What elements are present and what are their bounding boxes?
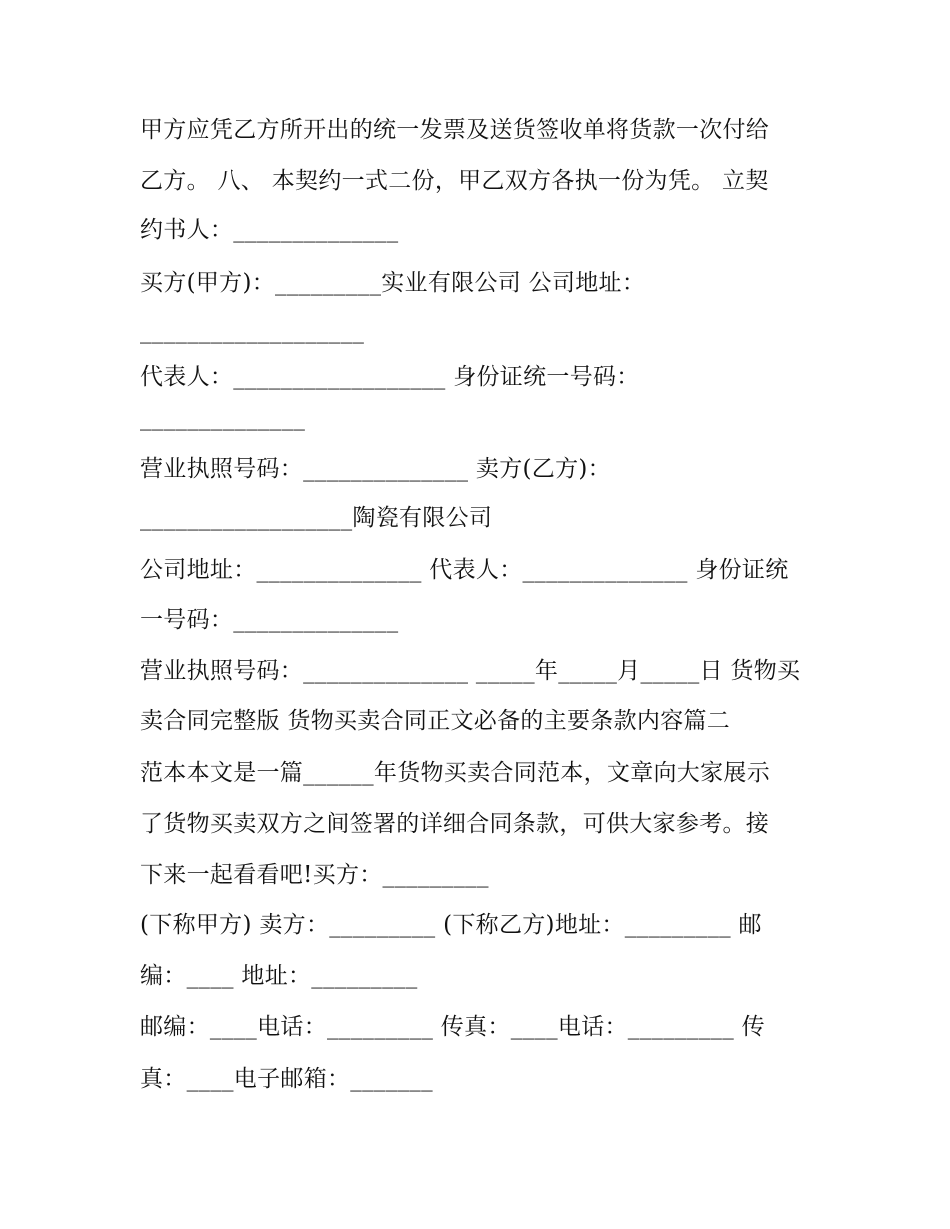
text-line: 代表人：__________________ 身份证统一号码： — [140, 364, 640, 390]
text-line: 约书人：______________ — [140, 217, 399, 243]
text-line: 了货物买卖双方之间签署的详细合同条款，可供大家参考。接 — [140, 811, 770, 837]
text-line: __________________陶瓷有限公司 — [140, 505, 493, 531]
text-line: 编：____ 地址：_________ — [140, 963, 418, 989]
text-line: 邮编：____电话：_________ 传真：____电话：_________ 传 — [140, 1014, 765, 1040]
text-line: 一号码：______________ — [140, 607, 399, 633]
text-line: 买方(甲方)：_________实业有限公司 公司地址： — [140, 270, 646, 296]
text-line: 范本本文是一篇______年货物买卖合同范本，文章向大家展示 — [140, 760, 770, 786]
text-line: 甲方应凭乙方所开出的统一发票及送货签收单将货款一次付给 — [140, 117, 770, 143]
text-line: 下来一起看看吧!买方：_________ — [140, 862, 489, 888]
text-line: 营业执照号码：______________ _____年_____月_____日 货物买 — [140, 658, 801, 684]
text-line: ___________________ — [140, 318, 365, 344]
text-line: (下称甲方) 卖方：_________ (下称乙方)地址：_________ 邮 — [140, 912, 762, 938]
text-line: 公司地址：______________ 代表人：______________ 身份证统 — [140, 557, 789, 583]
text-line: 卖合同完整版 货物买卖合同正文必备的主要条款内容篇二 — [140, 708, 731, 734]
text-line: ______________ — [140, 405, 306, 431]
text-line: 乙方。 八、 本契约一式二份，甲乙双方各执一份为凭。 立契 — [140, 168, 769, 194]
text-line: 营业执照号码：______________ 卖方(乙方)： — [140, 456, 611, 482]
text-line: 真：____电子邮箱：_______ — [140, 1066, 433, 1092]
